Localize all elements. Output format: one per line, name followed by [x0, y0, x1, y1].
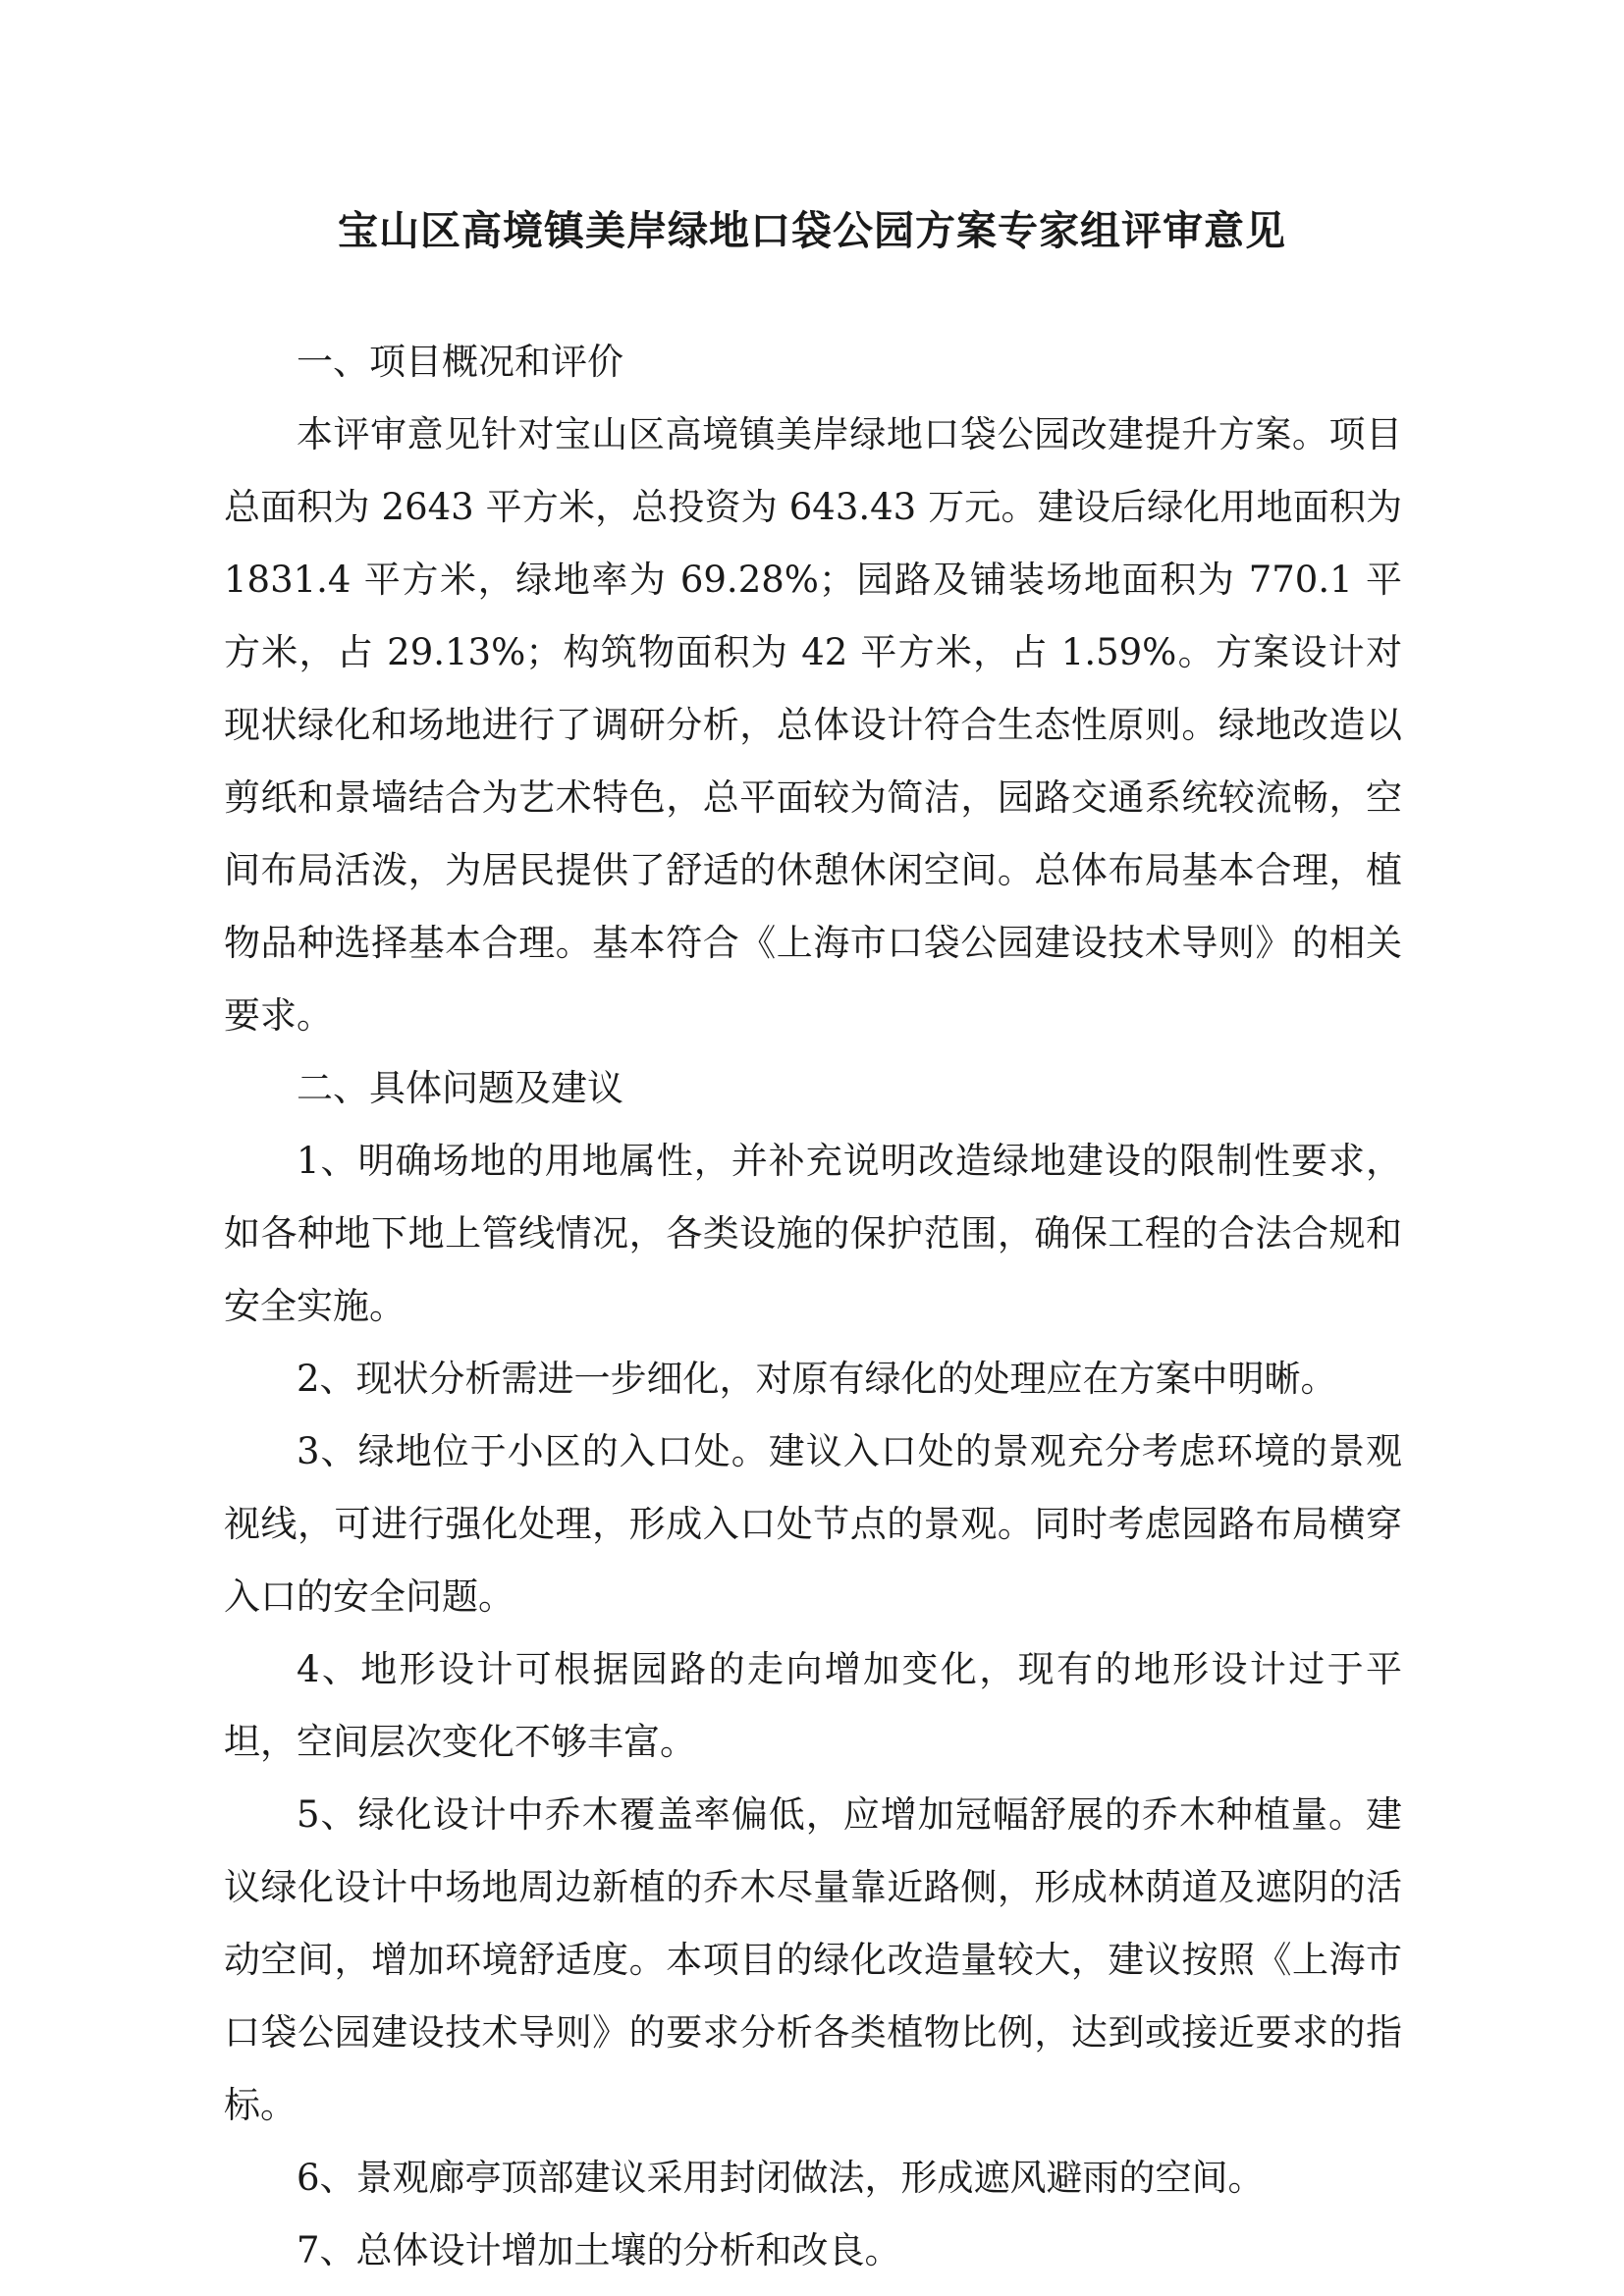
document-title: 宝山区高境镇美岸绿地口袋公园方案专家组评审意见 [338, 207, 1286, 254]
suggestion-item-3: 3、绿地位于小区的入口处。建议入口处的景观充分考虑环境的景观视线，可进行强化处理，形成入口处节点的景观。同时考虑园路布局横穿入口的安全问题。 [224, 1430, 1402, 1618]
suggestion-item-4: 4、地形设计可根据园路的走向增加变化，现有的地形设计过于平坦，空间层次变化不够丰富。 [224, 1648, 1402, 1763]
document-body [224, 326, 1402, 2287]
overview-paragraph: 本评审意见针对宝山区高境镇美岸绿地口袋公园改建提升方案。项目总面积为 2643 平方米，总投资为 643.43 万元。建设后绿化用地面积为 1831.4 平方米，绿地率为 69.28%；园路及铺装场地面积为 770.1 平方米，占 29.13%；构筑物面积为 42 平方米，占 1.59%。方案设计对现状绿化和场地进行了调研分析，总体设计符合生态性原则。绿地改造以剪纸和景墙结合为艺术特色，总平面较为简洁，园路交通系统较流畅，空间布局活泼，为居民提供了舒适的休憩休闲空间。总体布局基本合理，植物品种选择基本合理。基本符合《上海市口袋公园建设技术导则》的相关要求。 [224, 413, 1402, 1037]
section-heading-overview: 一、项目概况和评价 [297, 341, 623, 383]
suggestion-item-6: 6、景观廊亭顶部建议采用封闭做法，形成遮风避雨的空间。 [297, 2157, 1265, 2199]
suggestion-item-5: 5、绿化设计中乔木覆盖率偏低，应增加冠幅舒展的乔木种植量。建议绿化设计中场地周边新植的乔木尽量靠近路侧，形成林荫道及遮阴的活动空间，增加环境舒适度。本项目的绿化改造量较大，建议按照《上海市口袋公园建设技术导则》的要求分析各类植物比例，达到或接近要求的指标。 [224, 1793, 1402, 2126]
suggestion-item-2: 2、现状分析需进一步细化，对原有绿化的处理应在方案中明晰。 [297, 1358, 1337, 1400]
suggestion-item-1: 1、明确场地的用地属性，并补充说明改造绿地建设的限制性要求，如各种地下地上管线情况，各类设施的保护范围，确保工程的合法合规和安全实施。 [224, 1140, 1402, 1327]
suggestion-item-7: 7、总体设计增加土壤的分析和改良。 [297, 2229, 901, 2271]
section-heading-suggestions: 二、具体问题及建议 [297, 1067, 623, 1109]
